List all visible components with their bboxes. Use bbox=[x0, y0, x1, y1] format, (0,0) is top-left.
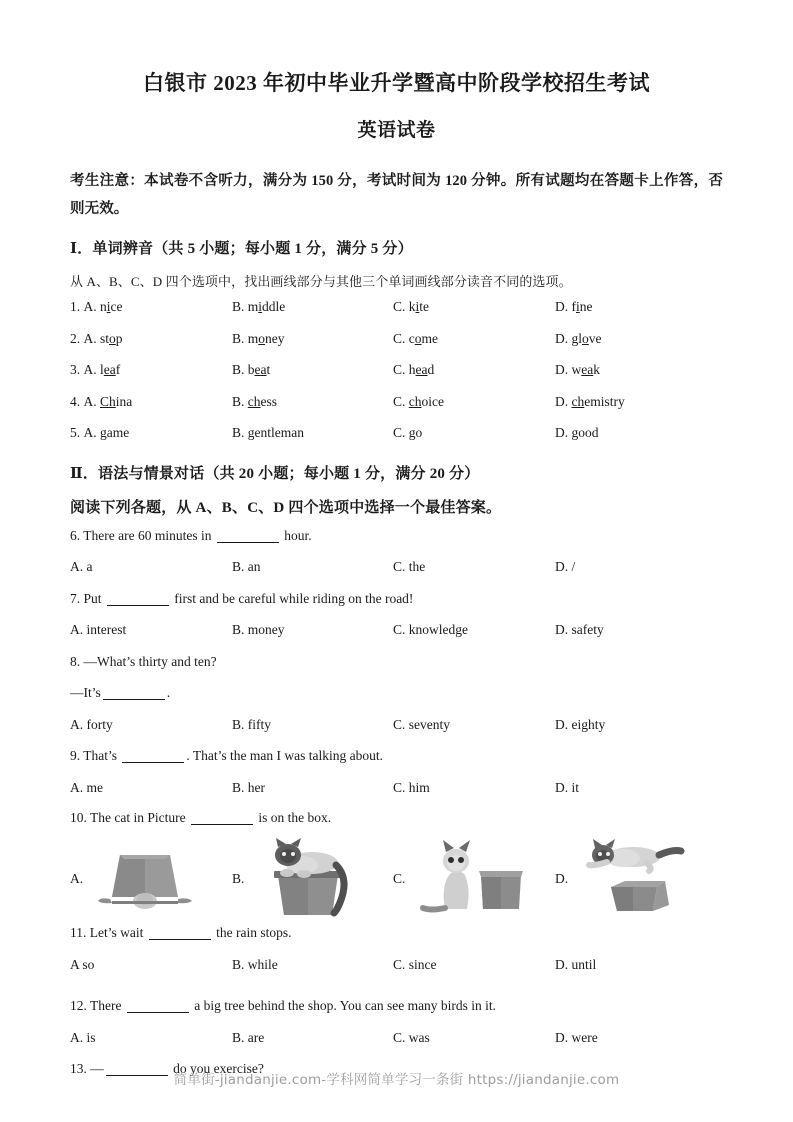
option-underlined: g bbox=[571, 425, 579, 441]
option-cell[interactable] bbox=[393, 354, 434, 386]
question-stem-7 bbox=[70, 583, 723, 615]
option-cell[interactable] bbox=[70, 386, 132, 418]
option-label: A. bbox=[83, 362, 97, 378]
question-row bbox=[70, 386, 723, 418]
option-cell[interactable] bbox=[393, 417, 422, 449]
option-label: A. bbox=[70, 871, 84, 887]
question-row bbox=[70, 417, 723, 449]
option-b[interactable]: B. her bbox=[232, 779, 265, 795]
option-underlined: o bbox=[582, 330, 589, 346]
section-2-heading: Ⅱ．语法与情景对话（共 20 小题；每小题 1 分，满分 20 分） bbox=[70, 465, 480, 482]
option-b[interactable]: B. an bbox=[232, 559, 261, 575]
option-post: d bbox=[427, 362, 435, 378]
question-number: 4. bbox=[70, 393, 81, 409]
option-cell[interactable] bbox=[232, 291, 285, 323]
option-c[interactable]: C. knowledge bbox=[393, 622, 468, 638]
question-stem-9 bbox=[70, 740, 723, 772]
option-pre: st bbox=[100, 330, 110, 346]
option-row-11 bbox=[70, 949, 723, 981]
option-post: ney bbox=[265, 330, 285, 346]
answer-blank[interactable] bbox=[149, 939, 211, 940]
stem-text-post: the rain stops. bbox=[216, 925, 292, 941]
question-stem-6 bbox=[70, 520, 723, 552]
option-c[interactable]: C. the bbox=[393, 559, 426, 575]
option-label: B. bbox=[232, 362, 245, 378]
option-b[interactable]: B. money bbox=[232, 622, 285, 638]
stem-text-post: . bbox=[166, 685, 171, 701]
option-d[interactable]: D. safety bbox=[555, 622, 604, 638]
question-stem-11 bbox=[70, 917, 723, 949]
option-a[interactable]: A. is bbox=[70, 1029, 96, 1045]
stem-text-pre: 11. Let’s wait bbox=[70, 925, 144, 941]
answer-blank[interactable] bbox=[191, 824, 253, 825]
picture-options-row bbox=[70, 835, 723, 917]
option-post: ne bbox=[579, 299, 593, 315]
cat-jumping-over-box-icon bbox=[577, 835, 689, 917]
option-b[interactable]: B. while bbox=[232, 956, 278, 972]
option-cell[interactable] bbox=[555, 323, 602, 355]
cat-under-box-icon bbox=[92, 835, 204, 917]
option-d[interactable]: D. eighty bbox=[555, 716, 606, 732]
option-row-6 bbox=[70, 551, 723, 583]
option-row-7 bbox=[70, 614, 723, 646]
option-underlined: g bbox=[408, 425, 416, 441]
option-post: t bbox=[266, 362, 271, 378]
option-label: A. bbox=[83, 425, 97, 441]
question-number: 3. bbox=[70, 362, 81, 378]
option-cell[interactable] bbox=[70, 417, 129, 449]
option-row-9 bbox=[70, 772, 723, 804]
question-number: 5. bbox=[70, 425, 81, 441]
option-post: te bbox=[419, 299, 430, 315]
option-underlined: ea bbox=[254, 362, 267, 378]
stem-text-pre: 7. Put bbox=[70, 590, 102, 606]
question-stem-8-line2 bbox=[70, 677, 723, 709]
option-c[interactable]: C. him bbox=[393, 779, 430, 795]
option-post: ame bbox=[106, 425, 130, 441]
option-d[interactable]: D. until bbox=[555, 956, 597, 972]
option-pre: h bbox=[408, 362, 416, 378]
option-label: C. bbox=[393, 299, 406, 315]
option-cell[interactable] bbox=[393, 291, 429, 323]
stem-text-pre: 10. The cat in Picture bbox=[70, 810, 186, 826]
option-cell[interactable] bbox=[393, 386, 444, 418]
option-c[interactable]: C. seventy bbox=[393, 716, 450, 732]
option-label: C. bbox=[393, 393, 406, 409]
stem-text-pre: 6. There are 60 minutes in bbox=[70, 527, 212, 543]
option-cell[interactable] bbox=[555, 291, 593, 323]
option-label: C. bbox=[393, 330, 406, 346]
option-label: D. bbox=[555, 425, 569, 441]
section-1-directions: 从 A、B、C、D 四个选项中，找出画线部分与其他三个单词画线部分读音不同的选项。 bbox=[70, 273, 572, 289]
option-underlined: o bbox=[109, 330, 116, 346]
option-label: C. bbox=[393, 425, 406, 441]
option-label: B. bbox=[232, 330, 245, 346]
option-underlined: ea bbox=[415, 362, 428, 378]
option-underlined: ea bbox=[103, 362, 116, 378]
answer-blank[interactable] bbox=[107, 605, 169, 606]
option-b[interactable]: B. fifty bbox=[232, 716, 271, 732]
section-2-directions: 阅读下列各题，从 A、B、C、D 四个选项中选择一个最佳答案。 bbox=[70, 500, 502, 517]
option-row-12 bbox=[70, 1022, 723, 1054]
page-subtitle: 英语试卷 bbox=[357, 119, 436, 141]
option-d[interactable]: D. it bbox=[555, 779, 580, 795]
question-stem-12 bbox=[70, 990, 723, 1022]
option-label: B. bbox=[232, 871, 245, 887]
candidate-notice: 考生注意：本试卷不含听力，满分为 150 分，考试时间为 120 分钟。所有试题均在答题卡上作答，否则无效。 bbox=[70, 173, 723, 218]
stem-text-post: first and be careful while riding on the road! bbox=[174, 590, 414, 606]
option-a[interactable]: A. a bbox=[70, 559, 93, 575]
option-label: A. bbox=[83, 330, 97, 346]
option-a[interactable]: A so bbox=[70, 956, 95, 972]
option-underlined: o bbox=[414, 330, 422, 346]
option-label: D. bbox=[555, 393, 569, 409]
option-label: D. bbox=[555, 362, 569, 378]
option-pre: k bbox=[408, 299, 416, 315]
stem-text-pre: 13. — bbox=[70, 1061, 104, 1077]
option-pre: m bbox=[247, 330, 259, 346]
stem-text-pre: 12. There bbox=[70, 998, 122, 1014]
option-label: B. bbox=[232, 393, 245, 409]
option-a[interactable]: A. forty bbox=[70, 716, 113, 732]
section-1-heading: Ⅰ．单词辨音（共 5 小题；每小题 1 分，满分 5 分） bbox=[70, 241, 413, 258]
question-number: 1. bbox=[70, 299, 81, 315]
option-post: ddle bbox=[262, 299, 286, 315]
option-post: ve bbox=[588, 330, 602, 346]
option-label: A. bbox=[83, 393, 97, 409]
option-underlined: i bbox=[258, 299, 263, 315]
option-a[interactable]: A. interest bbox=[70, 622, 127, 638]
option-post: me bbox=[421, 330, 439, 346]
option-pre: w bbox=[571, 362, 582, 378]
question-number: 2. bbox=[70, 330, 81, 346]
option-b[interactable]: B. are bbox=[232, 1029, 265, 1045]
answer-blank[interactable] bbox=[127, 1012, 189, 1013]
stem-text-pre: 9. That’s bbox=[70, 748, 117, 764]
option-cell[interactable] bbox=[70, 323, 123, 355]
option-cell[interactable] bbox=[70, 291, 123, 323]
option-label: C. bbox=[393, 362, 406, 378]
option-cell[interactable] bbox=[232, 386, 277, 418]
page-title: 白银市 2023 年初中毕业升学暨高中阶段学校招生考试 bbox=[143, 71, 650, 95]
answer-blank[interactable] bbox=[217, 542, 279, 543]
option-cell[interactable] bbox=[232, 354, 270, 386]
option-pre: c bbox=[408, 330, 415, 346]
stem-text-pre: —It’s bbox=[70, 685, 101, 701]
option-label: C. bbox=[393, 871, 406, 887]
stem-text-post: hour. bbox=[284, 527, 312, 543]
option-post: ce bbox=[110, 299, 123, 315]
question-row bbox=[70, 354, 723, 386]
option-label: B. bbox=[232, 425, 245, 441]
option-cell[interactable] bbox=[555, 354, 600, 386]
answer-blank[interactable] bbox=[103, 699, 165, 700]
option-underlined: ch bbox=[571, 393, 585, 409]
question-stem-8-line1: 8. —What’s thirty and ten? bbox=[70, 653, 217, 669]
option-underlined: i bbox=[576, 299, 580, 315]
option-cell[interactable] bbox=[555, 386, 625, 418]
stem-text-post: do you exercise? bbox=[173, 1061, 264, 1077]
option-post: ina bbox=[115, 393, 133, 409]
option-post: k bbox=[593, 362, 600, 378]
footer-watermark: 简单街-jiandanjie.com-学科网简单学习一条街 https://jiandanjie.com bbox=[173, 1072, 620, 1088]
option-pre: gl bbox=[571, 330, 583, 346]
option-post: ess bbox=[260, 393, 278, 409]
option-cell[interactable] bbox=[232, 323, 285, 355]
option-cell[interactable] bbox=[393, 323, 438, 355]
option-underlined: i bbox=[106, 299, 111, 315]
option-post: ood bbox=[578, 425, 599, 441]
option-label: B. bbox=[232, 299, 245, 315]
option-pre: l bbox=[100, 362, 104, 378]
cat-on-box-icon bbox=[254, 835, 366, 917]
option-underlined: i bbox=[415, 299, 420, 315]
option-post: f bbox=[115, 362, 121, 378]
option-underlined: o bbox=[258, 330, 266, 346]
option-post: emistry bbox=[584, 393, 625, 409]
question-row bbox=[70, 291, 723, 323]
option-label: A. bbox=[83, 299, 97, 315]
option-c[interactable]: C. since bbox=[393, 956, 437, 972]
cat-beside-box-icon bbox=[415, 835, 527, 917]
stem-text-post: is on the box. bbox=[258, 810, 332, 826]
option-pre: f bbox=[571, 299, 576, 315]
question-row bbox=[70, 323, 723, 355]
option-d[interactable]: D. / bbox=[555, 559, 576, 575]
option-post: oice bbox=[421, 393, 445, 409]
option-pre: m bbox=[247, 299, 259, 315]
stem-text-post: . That’s the man I was talking about. bbox=[186, 748, 383, 764]
option-label: D. bbox=[555, 330, 569, 346]
stem-text-post: a big tree behind the shop. You can see many birds in it. bbox=[194, 998, 497, 1014]
question-stem-10 bbox=[70, 803, 723, 833]
option-underlined: g bbox=[100, 425, 107, 441]
option-underlined: g bbox=[247, 425, 255, 441]
option-underlined: Ch bbox=[100, 393, 116, 409]
section-1-questions bbox=[70, 291, 723, 449]
option-c[interactable]: C. was bbox=[393, 1029, 430, 1045]
option-pre: n bbox=[100, 299, 107, 315]
option-underlined: ea bbox=[581, 362, 594, 378]
option-post: entleman bbox=[254, 425, 304, 441]
option-cell[interactable] bbox=[555, 417, 599, 449]
option-post: o bbox=[415, 425, 423, 441]
option-a[interactable]: A. me bbox=[70, 779, 103, 795]
option-underlined: ch bbox=[408, 393, 422, 409]
answer-blank[interactable] bbox=[122, 762, 184, 763]
option-underlined: ch bbox=[247, 393, 261, 409]
option-cell[interactable] bbox=[232, 417, 304, 449]
option-row-8 bbox=[70, 709, 723, 741]
option-cell[interactable] bbox=[70, 354, 120, 386]
option-label: D. bbox=[555, 299, 569, 315]
option-post: p bbox=[115, 330, 123, 346]
option-pre: b bbox=[247, 362, 255, 378]
option-label: D. bbox=[555, 871, 569, 887]
option-d[interactable]: D. were bbox=[555, 1029, 598, 1045]
